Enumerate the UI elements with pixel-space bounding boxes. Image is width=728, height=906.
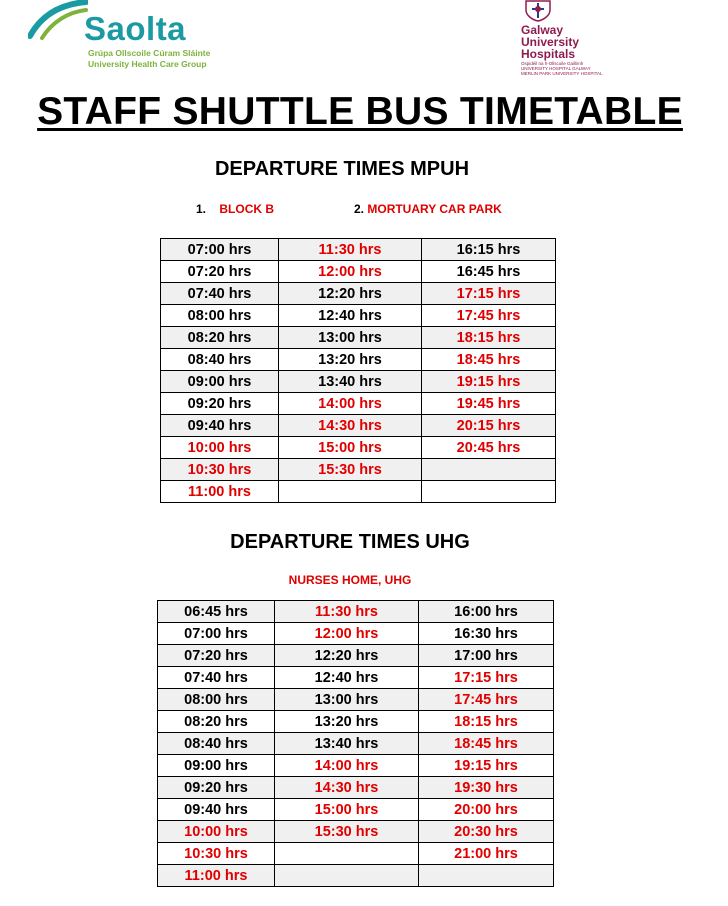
- departure-time-cell: 13:40 hrs: [275, 733, 419, 755]
- departure-time-cell: 10:00 hrs: [158, 821, 275, 843]
- departure-time-cell: 20:30 hrs: [419, 821, 554, 843]
- departure-time-cell: 14:00 hrs: [275, 755, 419, 777]
- departure-time-cell: 13:40 hrs: [279, 371, 422, 393]
- departure-time-cell: 20:45 hrs: [422, 437, 556, 459]
- departure-time-cell: 18:45 hrs: [419, 733, 554, 755]
- table-row: [158, 689, 554, 711]
- departure-time-cell: 18:15 hrs: [422, 327, 556, 349]
- table-row: [161, 481, 556, 503]
- departure-time-cell: 08:00 hrs: [158, 689, 275, 711]
- departure-time-cell: 11:00 hrs: [158, 865, 275, 887]
- departure-time-cell: 12:20 hrs: [275, 645, 419, 667]
- departure-time-cell: 19:15 hrs: [419, 755, 554, 777]
- departure-time-cell: 19:15 hrs: [422, 371, 556, 393]
- departure-time-cell: [275, 843, 419, 865]
- table-row: [161, 327, 556, 349]
- departure-time-cell: 18:45 hrs: [422, 349, 556, 371]
- table-row: [161, 349, 556, 371]
- saolta-logo: [28, 0, 228, 76]
- table-row: [158, 865, 554, 887]
- table-row: [158, 667, 554, 689]
- mpuh-stop-2-name: MORTUARY CAR PARK: [367, 202, 502, 216]
- guh-logo-small3: MERLIN PARK UNIVERSITY HOSPITAL: [521, 71, 603, 76]
- departure-time-cell: 11:30 hrs: [275, 601, 419, 623]
- guh-logo-small1: Ospidéil na h-Ollscoile Gaillimh: [521, 61, 584, 66]
- departure-time-cell: 15:30 hrs: [275, 821, 419, 843]
- table-row: [161, 239, 556, 261]
- departure-time-cell: 16:15 hrs: [422, 239, 556, 261]
- departure-time-cell: 17:45 hrs: [419, 689, 554, 711]
- departure-time-cell: 17:00 hrs: [419, 645, 554, 667]
- table-row: [161, 393, 556, 415]
- uhg-heading: DEPARTURE TIMES UHG: [230, 531, 470, 553]
- departure-time-cell: 08:40 hrs: [161, 349, 279, 371]
- departure-time-cell: 10:00 hrs: [161, 437, 279, 459]
- departure-time-cell: 20:00 hrs: [419, 799, 554, 821]
- mpuh-stop-1-name: BLOCK B: [219, 202, 275, 216]
- departure-time-cell: 07:00 hrs: [161, 239, 279, 261]
- departure-time-cell: 09:20 hrs: [158, 777, 275, 799]
- departure-time-cell: 07:20 hrs: [161, 261, 279, 283]
- departure-time-cell: [422, 481, 556, 503]
- table-row: [158, 733, 554, 755]
- table-row: [158, 821, 554, 843]
- departure-time-cell: 11:00 hrs: [161, 481, 279, 503]
- departure-time-cell: 18:15 hrs: [419, 711, 554, 733]
- departure-time-cell: 12:00 hrs: [279, 261, 422, 283]
- departure-time-cell: 17:15 hrs: [419, 667, 554, 689]
- departure-time-cell: 12:20 hrs: [279, 283, 422, 305]
- saolta-logo-line1: Grúpa Ollscoile Cúram Sláinte: [88, 48, 211, 58]
- departure-time-cell: 16:45 hrs: [422, 261, 556, 283]
- table-row: [158, 777, 554, 799]
- departure-time-cell: 13:00 hrs: [279, 327, 422, 349]
- departure-time-cell: 13:20 hrs: [279, 349, 422, 371]
- table-row: [161, 415, 556, 437]
- table-row: [158, 645, 554, 667]
- table-row: [161, 437, 556, 459]
- table-row: [161, 459, 556, 481]
- table-row: [158, 799, 554, 821]
- guh-logo-line3: Hospitals: [521, 47, 576, 61]
- departure-time-cell: 13:00 hrs: [275, 689, 419, 711]
- guh-logo: [519, 0, 619, 78]
- mpuh-stop-2: [354, 202, 502, 216]
- departure-time-cell: 08:20 hrs: [158, 711, 275, 733]
- guh-logo-line2: University: [521, 35, 580, 49]
- departure-time-cell: 15:00 hrs: [279, 437, 422, 459]
- departure-time-cell: 20:15 hrs: [422, 415, 556, 437]
- saolta-logo-line2: University Health Care Group: [88, 59, 207, 69]
- departure-time-cell: 08:00 hrs: [161, 305, 279, 327]
- table-row: [158, 601, 554, 623]
- departure-time-cell: 16:00 hrs: [419, 601, 554, 623]
- departure-time-cell: [279, 481, 422, 503]
- departure-time-cell: [419, 865, 554, 887]
- departure-time-cell: 10:30 hrs: [158, 843, 275, 865]
- departure-time-cell: 11:30 hrs: [279, 239, 422, 261]
- departure-time-cell: 12:40 hrs: [275, 667, 419, 689]
- mpuh-stop-2-number: 2.: [354, 202, 365, 216]
- departure-time-cell: 12:00 hrs: [275, 623, 419, 645]
- saolta-logo-name: Saolta: [84, 10, 187, 47]
- mpuh-stop-1: [196, 202, 274, 216]
- table-row: [161, 261, 556, 283]
- table-row: [158, 843, 554, 865]
- table-row: [158, 623, 554, 645]
- table-row: [161, 305, 556, 327]
- departure-time-cell: 14:00 hrs: [279, 393, 422, 415]
- departure-time-cell: 06:45 hrs: [158, 601, 275, 623]
- guh-logo-small2: UNIVERSITY HOSPITAL GALWAY: [521, 66, 591, 71]
- departure-time-cell: 07:40 hrs: [161, 283, 279, 305]
- departure-time-cell: 09:40 hrs: [161, 415, 279, 437]
- departure-time-cell: 17:45 hrs: [422, 305, 556, 327]
- departure-time-cell: 10:30 hrs: [161, 459, 279, 481]
- mpuh-stop-1-number: 1.: [196, 202, 207, 216]
- guh-logo-line1: Galway: [521, 23, 564, 37]
- departure-time-cell: 12:40 hrs: [279, 305, 422, 327]
- departure-time-cell: 14:30 hrs: [275, 777, 419, 799]
- page-title: STAFF SHUTTLE BUS TIMETABLE: [37, 90, 683, 133]
- departure-time-cell: 07:20 hrs: [158, 645, 275, 667]
- uhg-stop-name: NURSES HOME, UHG: [288, 573, 412, 587]
- departure-time-cell: 09:00 hrs: [158, 755, 275, 777]
- table-row: [161, 371, 556, 393]
- departure-time-cell: 09:40 hrs: [158, 799, 275, 821]
- departure-time-cell: [275, 865, 419, 887]
- departure-time-cell: 15:00 hrs: [275, 799, 419, 821]
- uhg-timetable: [157, 600, 554, 887]
- departure-time-cell: 13:20 hrs: [275, 711, 419, 733]
- departure-time-cell: 07:40 hrs: [158, 667, 275, 689]
- table-row: [158, 711, 554, 733]
- departure-time-cell: 21:00 hrs: [419, 843, 554, 865]
- departure-time-cell: 09:00 hrs: [161, 371, 279, 393]
- departure-time-cell: 08:40 hrs: [158, 733, 275, 755]
- departure-time-cell: 15:30 hrs: [279, 459, 422, 481]
- hospital-crest-icon: [523, 0, 553, 22]
- departure-time-cell: 14:30 hrs: [279, 415, 422, 437]
- departure-time-cell: 17:15 hrs: [422, 283, 556, 305]
- table-row: [158, 755, 554, 777]
- saolta-swoosh-icon: [28, 0, 88, 40]
- departure-time-cell: [422, 459, 556, 481]
- table-row: [161, 283, 556, 305]
- departure-time-cell: 09:20 hrs: [161, 393, 279, 415]
- departure-time-cell: 19:45 hrs: [422, 393, 556, 415]
- departure-time-cell: 19:30 hrs: [419, 777, 554, 799]
- mpuh-timetable: [160, 238, 556, 503]
- departure-time-cell: 08:20 hrs: [161, 327, 279, 349]
- departure-time-cell: 16:30 hrs: [419, 623, 554, 645]
- mpuh-heading: DEPARTURE TIMES MPUH: [214, 158, 470, 180]
- departure-time-cell: 07:00 hrs: [158, 623, 275, 645]
